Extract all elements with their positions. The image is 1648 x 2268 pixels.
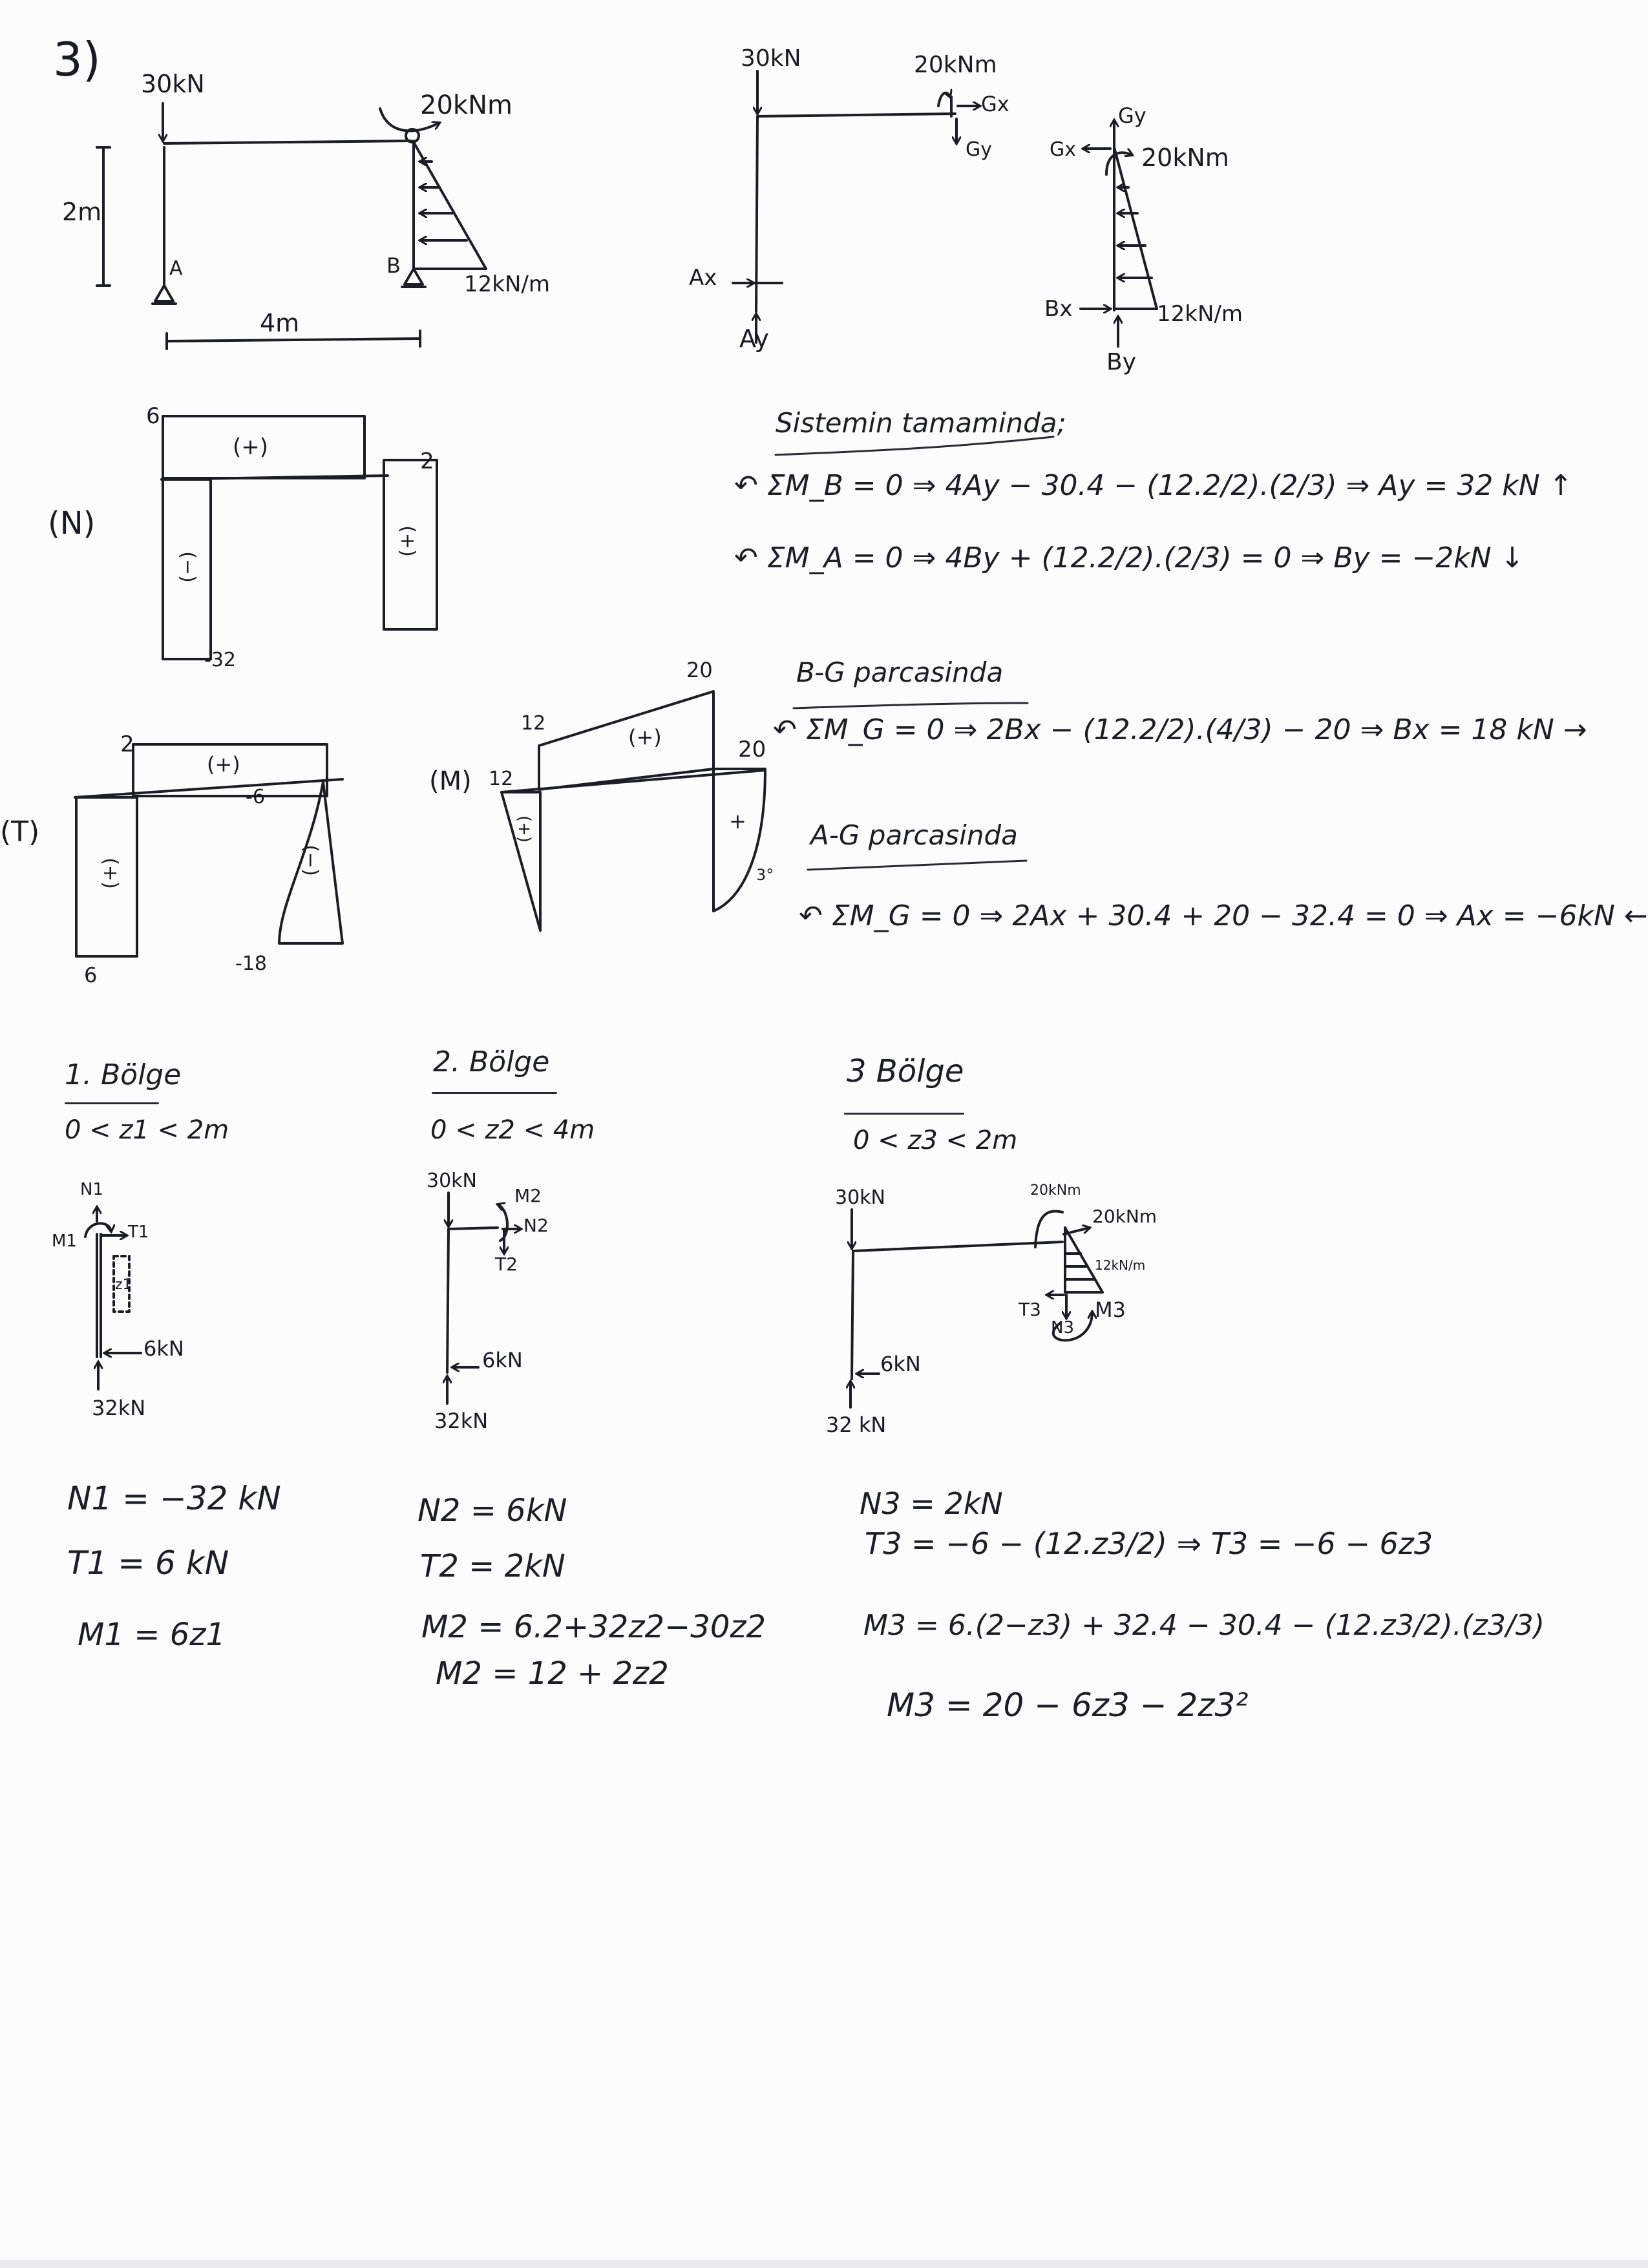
region-1-range: 0 < z1 < 2m — [65, 1115, 229, 1145]
region-3-moment-top: 20kNm — [1030, 1182, 1081, 1199]
region-2-range: 0 < z2 < 4m — [430, 1115, 595, 1145]
n-value-right: 2 — [420, 448, 434, 474]
region-3-result-m-simplified: M3 = 20 − 6z3 − 2z3² — [887, 1686, 1249, 1724]
fbd-dist-load: 12kN/m — [1157, 301, 1243, 327]
region-1-m: M1 — [52, 1232, 77, 1251]
fbd-ax: Ax — [689, 265, 717, 291]
heading-whole-system: Sistemin tamaminda; — [776, 407, 1066, 439]
region-3-load: 30kN — [835, 1186, 885, 1209]
m-sign-left: (+) — [514, 815, 534, 843]
t-sign-left: (+) — [98, 857, 121, 889]
structure-load-30: 30kN — [141, 70, 205, 98]
m-diagram-label: (M) — [429, 766, 472, 796]
n-sign-right: (+) — [396, 525, 419, 557]
region-2-result-m-simplified: M2 = 12 + 2z2 — [436, 1655, 669, 1692]
region-2-t: T2 — [495, 1254, 518, 1275]
fbd-gx-right: Gx — [1050, 138, 1077, 161]
structure-dist-load: 12kN/m — [464, 271, 550, 297]
fbd-moment-20-right: 20kNm — [1141, 143, 1229, 172]
fbd-ay: Ay — [739, 324, 769, 353]
region-1-n: N1 — [80, 1180, 103, 1199]
region-2-underline — [432, 1092, 557, 1094]
problem-number: 3) — [53, 32, 101, 87]
t-value-top: 2 — [120, 731, 134, 757]
region-1-force-v: 32kN — [92, 1396, 146, 1420]
equation-sum-mb: ↶ ΣM_B = 0 ⇒ 4Ay − 30.4 − (12.2/2).(2/3) ⇒ Ay = 32 kN ↑ — [734, 469, 1573, 502]
region-2-n: N2 — [523, 1215, 549, 1236]
fbd-moment-20: 20kNm — [914, 52, 997, 78]
region-2-force-h: 6kN — [482, 1348, 523, 1372]
region-3-m: M3 — [1095, 1297, 1126, 1322]
m-curve-note: 3° — [756, 866, 774, 884]
heading-a-g-part: A-G parcasinda — [810, 819, 1018, 851]
fbd-bx: Bx — [1044, 296, 1073, 322]
m-value-right-top: 20 — [686, 658, 713, 682]
structure-height: 2m — [62, 198, 102, 226]
region-3-result-t: T3 = −6 − (12.z3/2) ⇒ T3 = −6 − 6z3 — [865, 1526, 1433, 1561]
t-sign-right: (−) — [299, 845, 322, 876]
region-2-load: 30kN — [427, 1170, 477, 1192]
region-2-result-m: M2 = 6.2+32z2−30z2 — [421, 1609, 766, 1645]
n-value-top: 6 — [146, 403, 160, 429]
region-2-result-t: T2 = 2kN — [420, 1548, 565, 1584]
equation-sum-mg-bg: ↶ ΣM_G = 0 ⇒ 2Bx − (12.2/2).(4/3) − 20 ⇒ Bx = 18 kN → — [773, 713, 1587, 746]
fbd-load-30: 30kN — [741, 45, 801, 72]
heading-b-g-part: B-G parcasinda — [796, 656, 1004, 688]
region-1-result-m: M1 = 6z1 — [78, 1617, 226, 1653]
scan-bottom-edge — [0, 2260, 1648, 2268]
support-b-label: B — [386, 253, 401, 278]
region-3-title: 3 Bölge — [847, 1053, 964, 1089]
structure-moment-20: 20kNm — [420, 90, 512, 120]
support-a-label: A — [169, 257, 183, 280]
free-body-diagram — [733, 71, 1157, 346]
region-3-dist-load: 12kN/m — [1095, 1257, 1146, 1273]
region-3-fbd — [850, 1210, 1103, 1407]
n-diagram-label: (N) — [48, 505, 96, 541]
region-1-result-t: T1 = 6 kN — [67, 1544, 229, 1582]
t-value-mid: -6 — [246, 786, 265, 808]
n-sign-top: (+) — [233, 434, 269, 460]
t-value-bottom-right: -18 — [235, 952, 267, 975]
region-1-title: 1. Bölge — [65, 1058, 182, 1091]
region-1-force-h: 6kN — [143, 1336, 184, 1361]
fbd-gx: Gx — [981, 92, 1009, 116]
region-2-result-n: N2 = 6kN — [417, 1493, 567, 1529]
region-1-z: z1 — [115, 1277, 132, 1293]
n-sign-left: (−) — [176, 551, 199, 583]
t-diagram-label: (T) — [0, 815, 40, 848]
region-2-m: M2 — [514, 1185, 542, 1206]
region-2-force-v: 32kN — [434, 1409, 489, 1433]
region-3-underline — [844, 1113, 964, 1115]
region-3-n: N3 — [1051, 1318, 1074, 1338]
region-3-t: T3 — [1019, 1299, 1041, 1320]
region-2-title: 2. Bölge — [433, 1045, 550, 1078]
n-value-bottom: -32 — [204, 649, 236, 671]
equation-sum-mg-ag: ↶ ΣM_G = 0 ⇒ 2Ax + 30.4 + 20 − 32.4 = 0 ⇒ Ax = −6kN ← — [799, 899, 1648, 932]
m-value-left-a: 12 — [521, 712, 546, 735]
region-1-t: T1 — [128, 1223, 149, 1242]
region-3-range: 0 < z3 < 2m — [853, 1126, 1018, 1155]
t-value-bottom-left: 6 — [84, 963, 98, 987]
fbd-by: By — [1106, 349, 1137, 375]
region-1-result-n: N1 = −32 kN — [67, 1480, 281, 1517]
m-value-right: 20 — [738, 737, 766, 762]
region-3-result-m: M3 = 6.(2−z3) + 32.4 − 30.4 − (12.z3/2).(z3/3) — [863, 1609, 1545, 1642]
region-3-force-h: 6kN — [880, 1352, 921, 1376]
m-sign-right: + — [729, 809, 746, 834]
region-1-underline — [65, 1102, 159, 1104]
m-sign-top: (+) — [628, 725, 662, 750]
fbd-gy: Gy — [966, 138, 993, 161]
t-sign-top: (+) — [207, 752, 240, 777]
region-3-result-n: N3 = 2kN — [860, 1486, 1003, 1521]
equation-sum-ma: ↶ ΣM_A = 0 ⇒ 4By + (12.2/2).(2/3) = 0 ⇒ By = −2kN ↓ — [734, 541, 1525, 574]
fbd-gy-right: Gy — [1118, 103, 1146, 128]
m-value-left-b: 12 — [489, 768, 514, 790]
region-3-force-v: 32 kN — [826, 1412, 887, 1437]
structure-span: 4m — [260, 309, 300, 337]
region-3-moment-right: 20kNm — [1092, 1206, 1157, 1227]
